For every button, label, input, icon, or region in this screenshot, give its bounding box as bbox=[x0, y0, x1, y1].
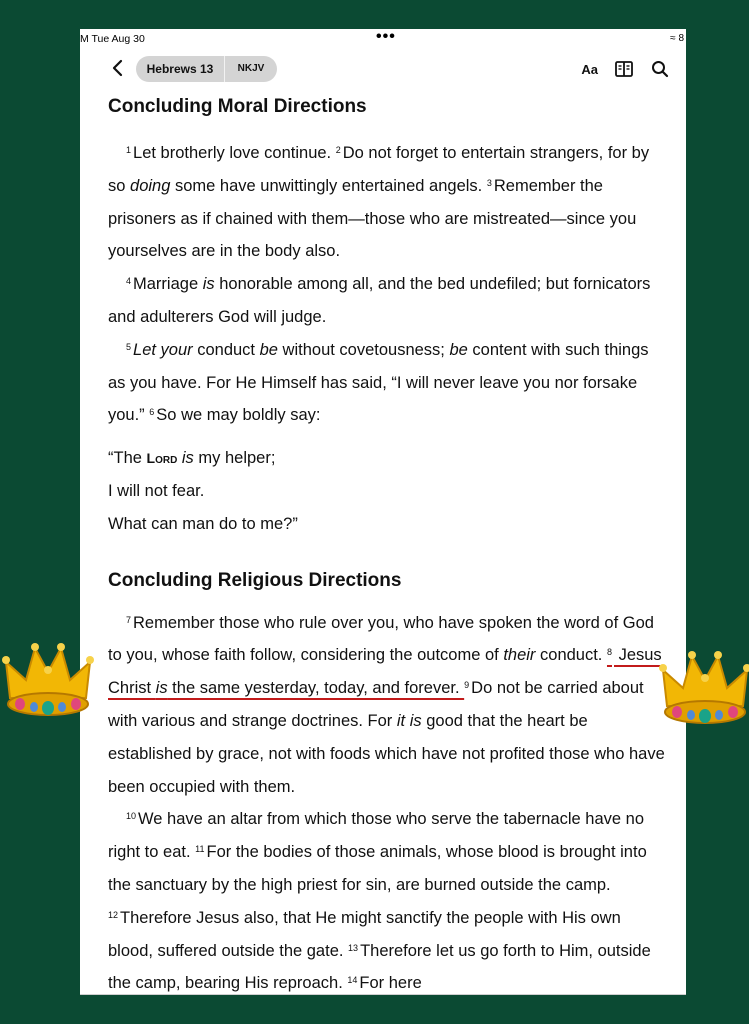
text-size-button[interactable]: Aa bbox=[581, 61, 598, 77]
verse-text[interactable]: We have an altar from which those who serve the tabernacle have no right to eat. bbox=[108, 810, 644, 862]
chevron-left-icon[interactable] bbox=[108, 57, 128, 79]
status-bar bbox=[80, 29, 686, 51]
section-heading-religious: Concluding Religious Directions bbox=[108, 569, 402, 591]
verse-text[interactable]: conduct. bbox=[535, 646, 607, 665]
italic-word: be bbox=[259, 340, 278, 359]
poetry-line[interactable]: I will not fear. bbox=[108, 481, 205, 500]
verse-text[interactable]: Let brotherly love continue. bbox=[133, 144, 336, 162]
verse-text[interactable]: good that the heart be established by grace, not with foods which have not profited those who have been occupied with them. bbox=[108, 711, 665, 796]
status-time: M Tue Aug 30 bbox=[80, 33, 145, 45]
verse-text[interactable]: Marriage bbox=[133, 275, 203, 294]
poetry-text: my helper; bbox=[193, 449, 276, 468]
verse-number[interactable]: 12 bbox=[108, 909, 119, 920]
verse-text[interactable]: content with such things as you have. For He Himself has said, “I will never leave you nor forsake you.” bbox=[108, 340, 649, 425]
search-icon[interactable] bbox=[650, 59, 670, 79]
verse-text[interactable]: Therefore Jesus also, that He might sanctify the people with His own blood, suffered outside the gate. bbox=[108, 908, 621, 960]
verse-text[interactable]: Remember those who rule over you, who have spoken the word of God to you, whose faith follow, considering the outcome of bbox=[108, 613, 654, 665]
verse-text[interactable]: For here bbox=[359, 974, 422, 993]
lord-smallcaps: Lord bbox=[146, 450, 178, 467]
verse-text: the same yesterday, today, and forever. bbox=[167, 679, 465, 698]
verse-text[interactable]: honorable among all, and the bed undefiled; but fornicators and adulterers God will judge. bbox=[108, 275, 651, 326]
bottom-divider bbox=[80, 994, 686, 995]
italic-word: be bbox=[449, 340, 468, 359]
italic-word: is bbox=[181, 449, 194, 468]
verse-number[interactable]: 6 bbox=[149, 407, 155, 418]
italic-word: is bbox=[202, 275, 215, 294]
poetry-quote bbox=[108, 442, 668, 540]
verse-number[interactable]: 9 bbox=[464, 680, 470, 691]
chapter-text bbox=[108, 91, 668, 995]
nav-actions bbox=[581, 59, 670, 79]
verse-number[interactable]: 2 bbox=[335, 145, 341, 155]
verse-number[interactable]: 4 bbox=[126, 276, 132, 287]
verse-number[interactable]: 13 bbox=[348, 942, 359, 953]
paragraph-5 bbox=[108, 803, 668, 995]
parallel-bible-icon[interactable] bbox=[614, 59, 634, 79]
poetry-line[interactable]: What can man do to me?” bbox=[108, 514, 298, 533]
version-button[interactable]: NKJV bbox=[237, 63, 265, 74]
verse-text[interactable]: For the bodies of those animals, whose blood is brought into the sanctuary by the high priest for sin, are burned outside the camp. bbox=[108, 843, 647, 894]
book-chapter-button[interactable]: Hebrews 13 bbox=[136, 56, 225, 82]
multitask-dots-icon[interactable]: ••• bbox=[376, 29, 396, 45]
italic-word: their bbox=[503, 646, 536, 665]
verse-number: 8 bbox=[606, 647, 612, 658]
crown-right-icon bbox=[659, 648, 749, 728]
verse-text[interactable]: So we may boldly say: bbox=[156, 406, 321, 425]
verse-text[interactable]: without covetousness; bbox=[277, 340, 450, 359]
verse-number[interactable]: 7 bbox=[126, 614, 132, 625]
verse-number[interactable]: 11 bbox=[195, 844, 205, 855]
verse-number[interactable]: 5 bbox=[126, 341, 132, 352]
poetry-text: “The bbox=[108, 449, 147, 468]
verse-text[interactable]: Do not forget to entertain strangers, for by so bbox=[108, 144, 650, 195]
verse-text[interactable]: conduct bbox=[192, 340, 260, 359]
italic-word: it is bbox=[396, 711, 422, 730]
italic-word: doing bbox=[130, 176, 171, 195]
italic-word: Let your bbox=[133, 340, 193, 359]
verse-text[interactable]: Therefore let us go forth to Him, outside the camp, bearing His reproach. bbox=[108, 941, 651, 993]
verse-number[interactable]: 3 bbox=[486, 177, 492, 188]
verse-number[interactable]: 10 bbox=[126, 811, 137, 822]
italic-word: is bbox=[155, 679, 168, 698]
nav-bar bbox=[80, 53, 686, 83]
verse-text[interactable]: Do not be carried about with various and strange doctrines. For bbox=[108, 679, 644, 730]
paragraph-3 bbox=[108, 334, 668, 432]
verse-text: Jesus Christ bbox=[108, 646, 662, 698]
poetry-line[interactable] bbox=[108, 442, 668, 475]
verse-number[interactable]: 14 bbox=[347, 975, 358, 986]
passage-selector bbox=[136, 56, 277, 82]
paragraph-4 bbox=[108, 607, 668, 804]
verse-text[interactable]: Remember the prisoners as if chained with them—those who are mistreated—since you yourselves are in the body also. bbox=[108, 176, 637, 261]
verse-text[interactable]: some have unwittingly entertained angels. bbox=[170, 176, 487, 195]
paragraph-2 bbox=[108, 268, 668, 334]
paragraph-1 bbox=[108, 137, 668, 268]
bible-reader-screen bbox=[80, 29, 686, 995]
verse-number[interactable]: 1 bbox=[126, 145, 132, 155]
crown-left-icon bbox=[2, 640, 94, 720]
wifi-battery-icon: ≈ 8 bbox=[670, 33, 684, 44]
section-heading-moral: Concluding Moral Directions bbox=[108, 96, 367, 117]
